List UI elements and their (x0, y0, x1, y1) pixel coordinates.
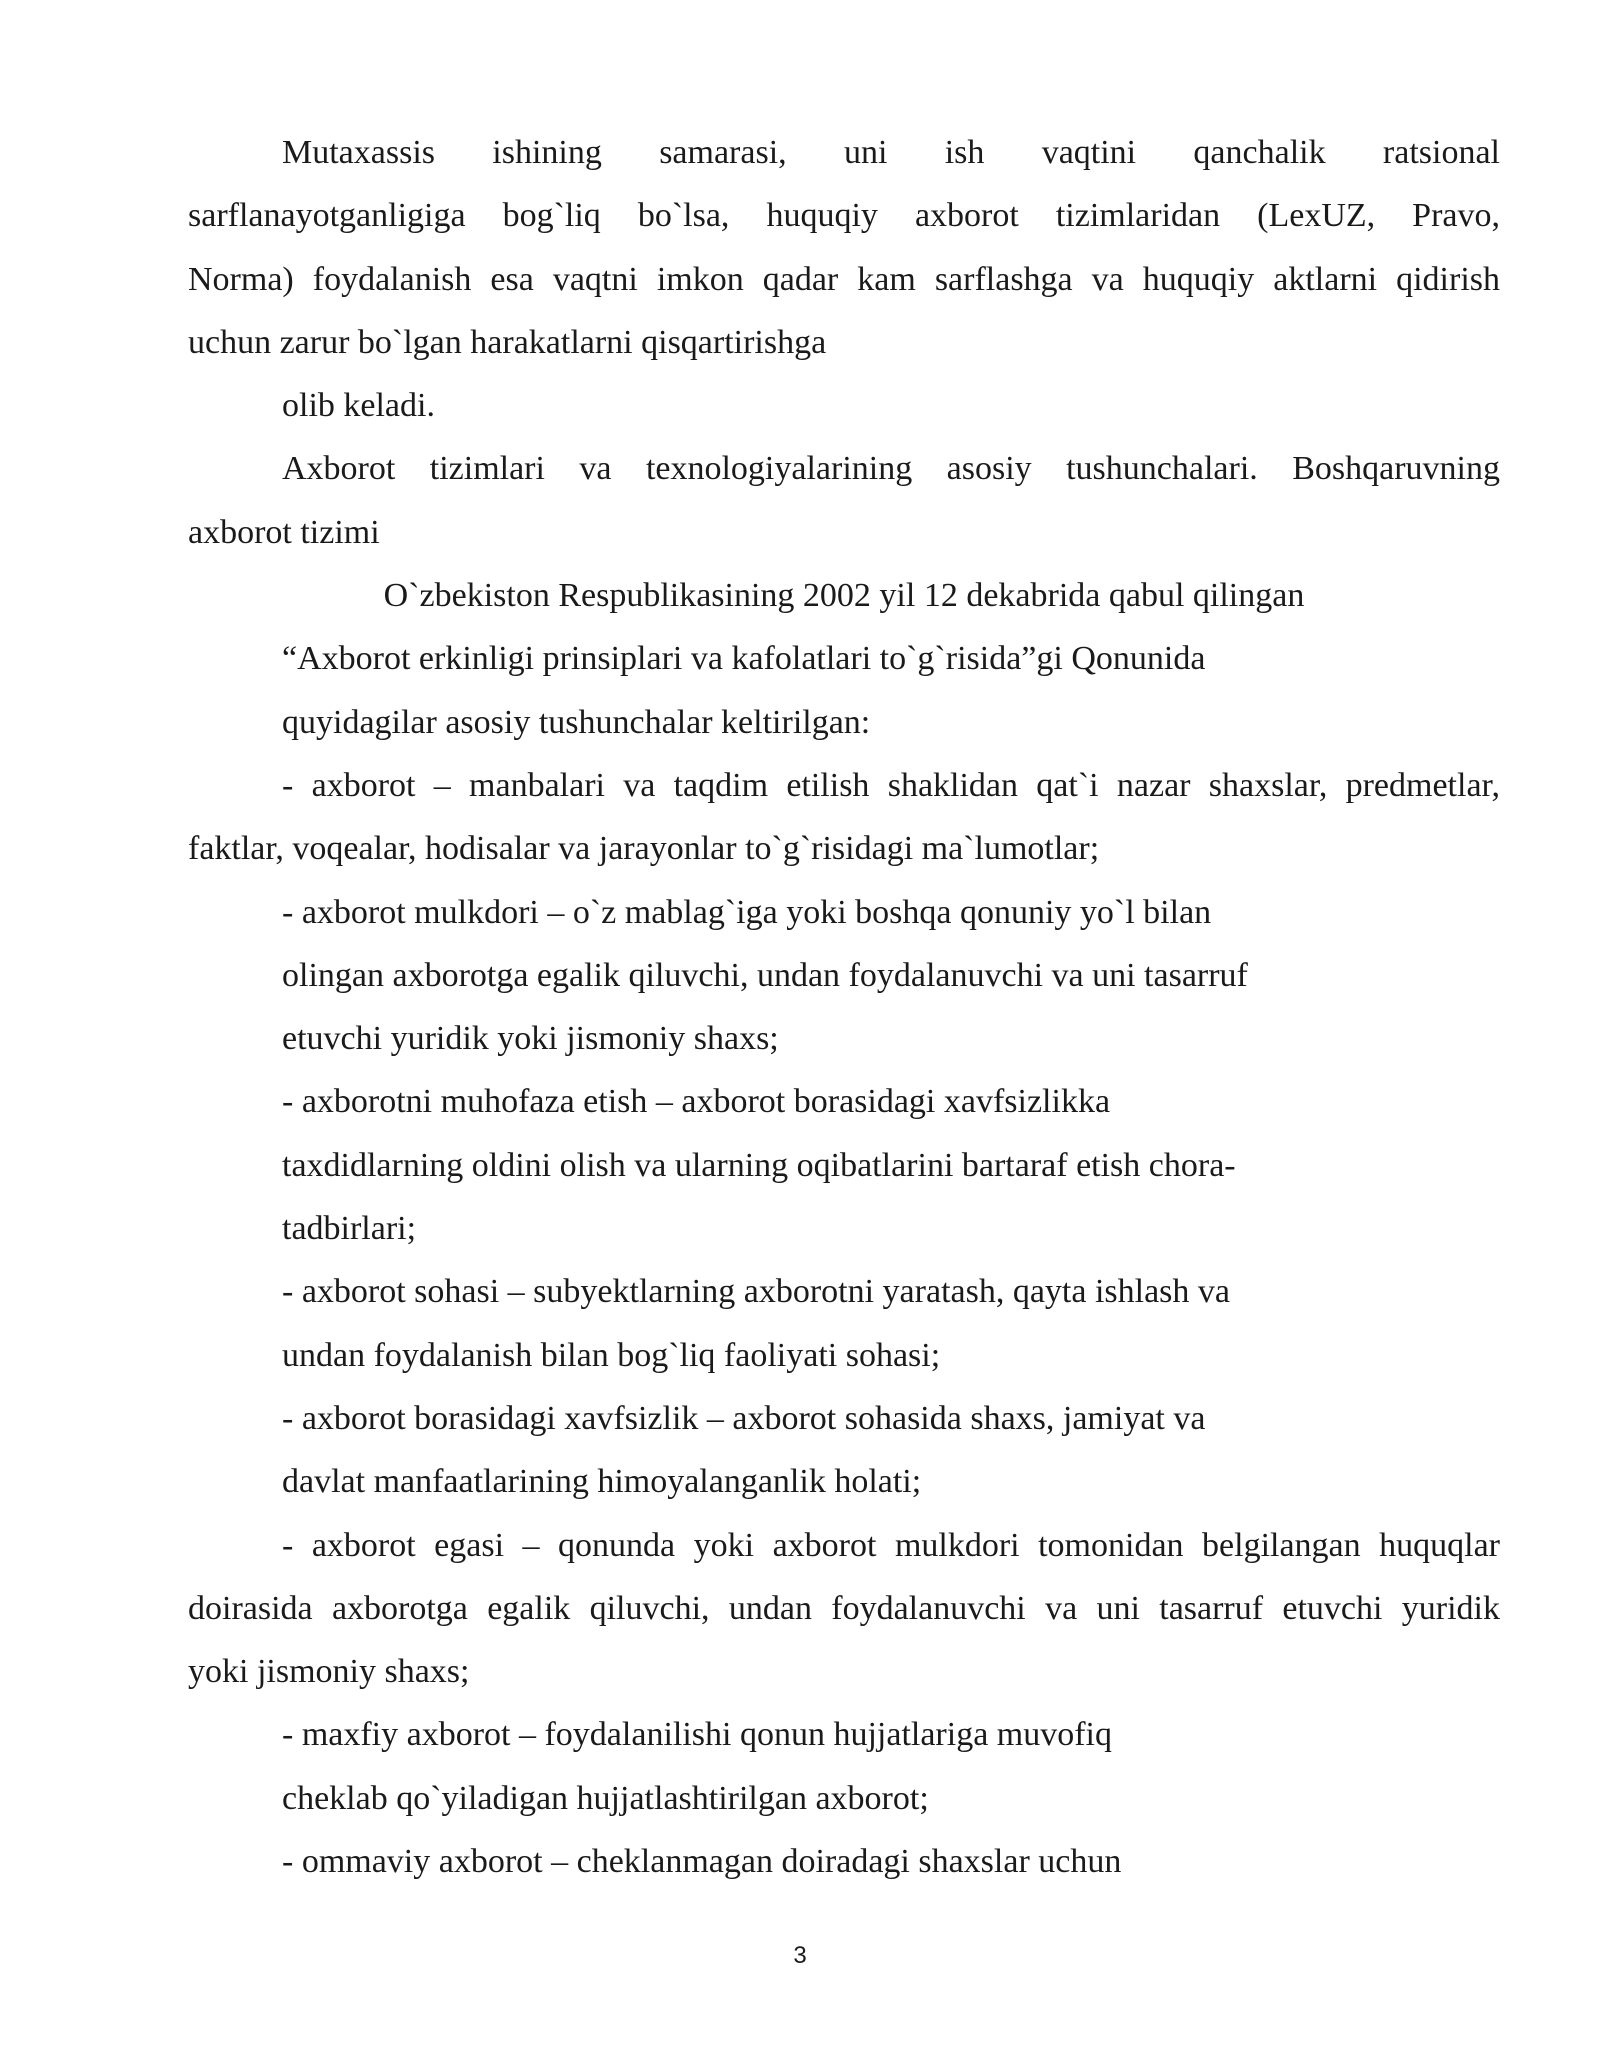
body-text (188, 121, 1500, 1893)
list-item-line: yoki jismoniy shaxs; (188, 1653, 470, 1691)
list-item-line: - axborot mulkdori – o`z mablag`iga yoki boshqa qonuniy yo`l bilan (282, 893, 1212, 931)
text-line: O`zbekiston Respublikasining 2002 yil 12 dekabrida qabul qilingan (383, 577, 1305, 615)
list-item-line: etuvchi yuridik yoki jismoniy shaxs; (282, 1020, 779, 1058)
text-line: Norma) foydalanish esa vaqtni imkon qadar kam sarflashga va huquqiy aktlarni qidirish (188, 260, 1500, 298)
list-item-line: doirasida axborotga egalik qiluvchi, undan foydalanuvchi va uni tasarruf etuvchi yuridik (188, 1589, 1500, 1627)
list-item-line: - axborot – manbalari va taqdim etilish shaklidan qat`i nazar shaxslar, predmetlar, (282, 766, 1500, 804)
list-item-line: undan foydalanish bilan bog`liq faoliyati sohasi; (282, 1336, 941, 1374)
text-line: uchun zarur bo`lgan harakatlarni qisqartirishga (188, 323, 827, 361)
list-item-line: faktlar, voqealar, hodisalar va jarayonlar to`g`risidagi ma`lumotlar; (188, 830, 1100, 868)
list-item-line: cheklab qo`yiladigan hujjatlashtirilgan axborot; (282, 1779, 929, 1817)
list-item-line: - axborot egasi – qonunda yoki axborot mulkdori tomonidan belgilangan huquqlar (282, 1526, 1500, 1564)
text-line: olib keladi. (282, 387, 435, 425)
list-item-line: - axborotni muhofaza etish – axborot borasidagi xavfsizlikka (282, 1083, 1111, 1121)
text-line: sarflanayotganligiga bog`liq bo`lsa, huquqiy axborot tizimlaridan (LexUZ, Pravo, (188, 197, 1500, 235)
text-line: quyidagilar asosiy tushunchalar keltirilgan: (282, 703, 871, 741)
list-item-line: tadbirlari; (282, 1210, 417, 1248)
text-line: “Axborot erkinligi prinsiplari va kafolatlari to`g`risida”gi Qonunida (282, 640, 1206, 678)
section-heading-line: axborot tizimi (188, 513, 380, 551)
list-item-line: - maxfiy axborot – foydalanilishi qonun hujjatlariga muvofiq (282, 1716, 1112, 1754)
list-item-line: - axborot sohasi – subyektlarning axborotni yaratash, qayta ishlash va (282, 1273, 1230, 1311)
list-item-line: olingan axborotga egalik qiluvchi, undan foydalanuvchi va uni tasarruf (282, 956, 1248, 994)
page-number: 3 (793, 1942, 807, 1969)
list-item-line: taxdidlarning oldini olish va ularning oqibatlarini bartaraf etish chora- (282, 1146, 1236, 1184)
text-line: Mutaxassis ishining samarasi, uni ish vaqtini qanchalik ratsional (282, 134, 1500, 171)
section-heading-line: Axborot tizimlari va texnologiyalarining asosiy tushunchalari. Boshqaruvning (282, 450, 1500, 488)
list-item-line: - ommaviy axborot – cheklanmagan doiradagi shaxslar uchun (282, 1843, 1122, 1881)
list-item-line: davlat manfaatlarining himoyalanganlik holati; (282, 1463, 922, 1501)
list-item-line: - axborot borasidagi xavfsizlik – axborot sohasida shaxs, jamiyat va (282, 1399, 1206, 1437)
